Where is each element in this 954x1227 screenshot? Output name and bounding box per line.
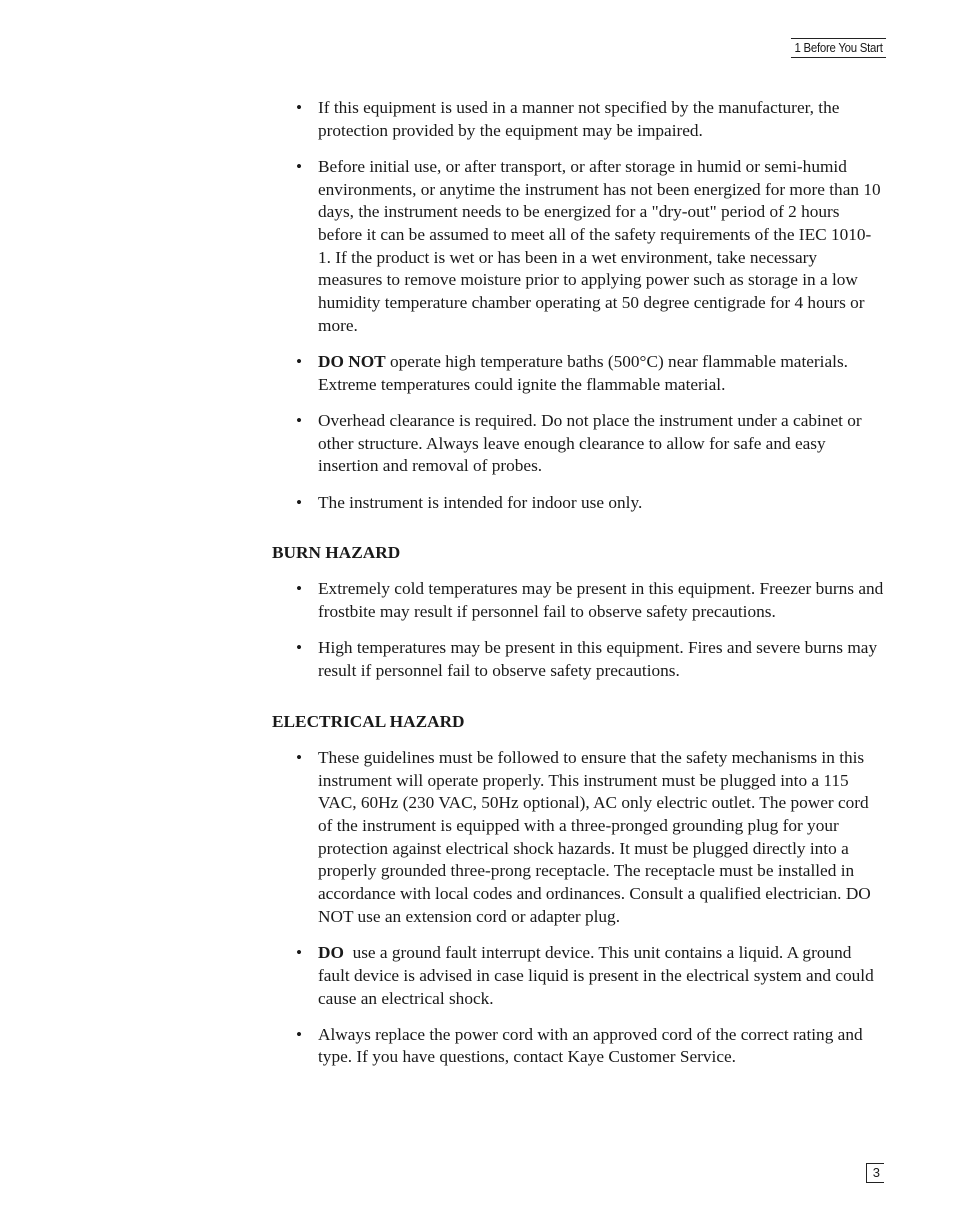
- list-item-text: operate high temperature baths (500°C) near flammable materials. Extreme temperatures could ignite the flammable material.: [318, 352, 848, 394]
- list-item-text: These guidelines must be followed to ensure that the safety mechanisms in this instrument will operate properly. This instrument must be plugged into a 115 VAC, 60Hz (230 VAC, 50Hz optional), AC only electric outlet. The power cord of the instrument is equipped with a three-pronged grounding plug for your protection against electrical shock hazards. It must be plugged directly into a properly grounded three-prong receptacle. The receptacle must be installed in accordance with local codes and ordinances. Consult a qualified electrician. DO NOT use an extension cord or adapter plug.: [318, 747, 871, 926]
- list-item-lead: DO: [318, 943, 344, 963]
- list-item-text: Extremely cold temperatures may be present in this equipment. Freezer burns and frostbite may result if personnel fail to observe safety precautions.: [318, 579, 884, 622]
- bullet-icon: •: [296, 943, 303, 963]
- bullet-icon: •: [296, 410, 303, 430]
- list-item-text: The instrument is intended for indoor use only.: [318, 492, 643, 512]
- list-item-text: Always replace the power cord with an approved cord of the correct rating and type. If you have questions, contact Kaye Customer Service.: [318, 1024, 863, 1067]
- list-item-text: If this equipment is used in a manner not specified by the manufacturer, the protection provided by the equipment may be impaired.: [318, 98, 840, 140]
- page-number: [866, 1163, 884, 1183]
- list-item: [296, 942, 884, 1010]
- list-item: [296, 1024, 884, 1069]
- bullet-icon: •: [296, 492, 303, 512]
- list-item: [296, 492, 884, 515]
- bullet-icon: •: [296, 579, 303, 599]
- list-item: [296, 97, 884, 142]
- list-item: [296, 578, 884, 623]
- list-item-text: Before initial use, or after transport, or after storage in humid or semi-humid environments, or anytime the instrument has not been energized for more than 10 days, the instrument needs to be energized for a "dry-out" period of 2 hours before it can be assumed to meet all of the safety requirements of the IEC 1010-1. If the product is wet or has been in a wet environment, take necessary measures to remove moisture prior to applying power such as storage in a low humidity temperature chamber operating at 50 degree centigrade for 4 hours or more.: [318, 156, 881, 335]
- bullet-icon: •: [296, 352, 303, 372]
- list-item: [296, 410, 884, 478]
- list-item-text: use a ground fault interrupt device. This unit contains a liquid. A ground fault device is advised in case liquid is present in the electrical system and could cause an electrical shock.: [318, 943, 879, 1008]
- burn-hazard-list: [272, 578, 884, 682]
- list-item: [296, 156, 884, 338]
- list-item: [296, 747, 884, 929]
- bullet-icon: •: [296, 98, 303, 117]
- list-item-text: High temperatures may be present in this equipment. Fires and severe burns may result if personnel fail to observe safety precautions.: [318, 638, 878, 681]
- list-item: [296, 351, 884, 396]
- burn-hazard-heading: BURN HAZARD: [272, 543, 401, 563]
- electrical-hazard-list: [272, 747, 884, 1069]
- bullet-icon: •: [296, 156, 303, 176]
- general-safety-list: [272, 97, 884, 514]
- page-content: [272, 97, 884, 1083]
- list-item-lead: DO NOT: [318, 352, 386, 372]
- running-header-title: 1 Before You Start: [794, 40, 883, 55]
- bullet-icon: •: [296, 1024, 303, 1044]
- page-number-value: 3: [872, 1165, 880, 1180]
- bullet-icon: •: [296, 747, 303, 767]
- list-item: [296, 637, 884, 682]
- running-header: [791, 38, 886, 58]
- list-item-text: Overhead clearance is required. Do not place the instrument under a cabinet or other structure. Always leave enough clearance to allow for safe and easy insertion and removal of probes.: [318, 410, 862, 476]
- bullet-icon: •: [296, 638, 303, 658]
- electrical-hazard-heading: ELECTRICAL HAZARD: [272, 711, 465, 731]
